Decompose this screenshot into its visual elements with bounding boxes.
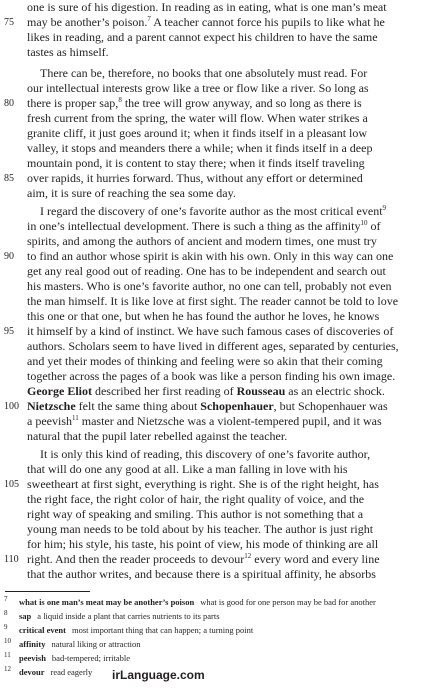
text-line: [0, 96, 441, 111]
text-line: [0, 0, 441, 15]
line-text: [27, 171, 363, 186]
footnote-body: [19, 596, 376, 608]
text-line: [0, 492, 441, 507]
text-line: [0, 141, 441, 156]
watermark: irLanguage.com: [112, 668, 205, 682]
text-line: [0, 30, 441, 45]
footnote-body: [19, 666, 92, 678]
line-text: [27, 522, 373, 537]
line-number: 75: [4, 17, 14, 28]
line-text: [27, 111, 368, 126]
text-line: [0, 369, 441, 384]
author-name: George Eliot: [27, 384, 92, 398]
footnote-marker: 7: [147, 15, 151, 23]
line-text-segment: together across the pages of a book was like a person finding his own image.: [27, 369, 396, 383]
line-text-segment: over rapids, it hurries forward. Thus, without any effort or determined: [27, 171, 363, 185]
line-text: [27, 264, 386, 279]
line-text: [27, 567, 376, 582]
line-text: [27, 324, 393, 339]
line-text-segment: to find an author whose spirit is akin with his own. Only in this way can one: [27, 249, 394, 263]
footnote-marker: 10: [360, 219, 368, 227]
line-number: 105: [4, 479, 19, 490]
line-text-segment: , but Schopenhauer was: [273, 399, 388, 413]
line-text-segment: natural that the pupil later rebelled against the teacher.: [27, 429, 288, 443]
line-text: [27, 0, 387, 15]
line-text: [27, 279, 392, 294]
text-line: [0, 447, 441, 462]
footnote-body: [19, 652, 130, 664]
line-text-segment: master and Nietzsche was a violent-tempered pupil, and it was: [78, 414, 382, 428]
line-text: [27, 156, 365, 171]
line-text: [27, 249, 393, 264]
line-text-segment: this one or that one, but when he has found the author he loves, he knows: [27, 309, 380, 323]
text-line: [0, 324, 441, 339]
line-text: [27, 429, 287, 444]
text-line: [0, 234, 441, 249]
line-text: [27, 30, 378, 45]
line-text-segment: the man himself. It is like love at first sight. The reader cannot be told to love: [27, 294, 399, 308]
line-text-segment: get any real good out of reading. One has to be independent and search out: [27, 264, 386, 278]
line-number: 90: [4, 251, 14, 262]
footnote-body: [19, 624, 253, 636]
footnote-number: 11: [4, 651, 11, 659]
footnote-number: 12: [4, 665, 11, 673]
line-text-segment: fresh current from the spring, the water will flow. When water strikes a: [27, 111, 368, 125]
line-text: [27, 492, 364, 507]
line-text-segment: right way of speaking and smiling. This author is not something that a: [27, 507, 364, 521]
line-text-segment: may be another’s poison.: [27, 15, 148, 29]
footnote-term: sap: [19, 611, 32, 621]
line-text-segment: young man needs to be told about by his teacher. The author is just right: [27, 522, 374, 536]
line-number: 110: [4, 554, 19, 565]
line-text-segment: the tree will grow anyway, and so long as there is: [121, 96, 362, 110]
line-text-segment: every word and every line: [251, 552, 380, 566]
line-text-segment: mountain pond, it is content to stay there; when it finds itself traveling: [27, 156, 365, 170]
footnote: [0, 624, 441, 636]
text-line: [0, 339, 441, 354]
text-line: [0, 552, 441, 567]
text-line: [0, 249, 441, 264]
line-text-segment: authors. Scholars seem to have lived in different ages, separated by centuries,: [27, 339, 399, 353]
footnote-term: affinity: [19, 639, 46, 649]
text-line: [0, 81, 441, 96]
text-line: [0, 264, 441, 279]
line-text: [27, 294, 398, 309]
line-text-segment: one is sure of his digestion. In reading as in eating, what is one man’s meat: [27, 0, 387, 14]
line-text-segment: for him; his style, his taste, his point of view, his mode of thinking are all: [27, 537, 379, 551]
line-text-segment: felt the same thing about: [75, 399, 201, 413]
text-line: [0, 186, 441, 201]
text-line: [0, 567, 441, 582]
text-line: [0, 15, 441, 30]
line-text-segment: it himself by a kind of instinct. We have such famous cases of discoveries of: [27, 324, 394, 338]
line-text-segment: I regard the discovery of one’s favorite author as the most critical event: [40, 204, 383, 218]
line-text: [27, 141, 372, 156]
text-line: [0, 126, 441, 141]
line-text: [27, 15, 385, 30]
line-text-segment: described her first reading of: [91, 384, 237, 398]
line-text: [27, 45, 109, 60]
line-text-segment: likes in reading, and a parent cannot expect his children to have the same: [27, 30, 378, 44]
author-name: Schopenhauer: [200, 399, 274, 413]
line-text-segment: aim, it is sure of reaching the sea some day.: [27, 186, 236, 200]
line-text-segment: valley, it stops and meanders there a while; when it finds itself in a deep: [27, 141, 373, 155]
line-text-segment: spirits, and among the authors of ancient and modern times, one must try: [27, 234, 377, 248]
line-text: [27, 399, 388, 414]
line-text: [27, 507, 363, 522]
text-line: [0, 66, 441, 81]
line-text: [27, 234, 377, 249]
footnote-marker: 11: [71, 414, 79, 422]
line-text: [27, 369, 395, 384]
text-line: [0, 309, 441, 324]
line-text-segment: and yet their modes of thinking and feeling were so akin that their coming: [27, 354, 383, 368]
line-text-segment: of: [367, 219, 381, 233]
footnote-marker: 9: [382, 204, 387, 212]
line-text-segment: his masters. Who is one’s favorite author, no one can tell, probably not even: [27, 279, 392, 293]
text-line: [0, 354, 441, 369]
footnote: [0, 638, 441, 650]
line-text: [27, 81, 369, 96]
footnote-term: critical event: [19, 625, 66, 635]
line-text: [27, 96, 362, 111]
line-text: [40, 447, 370, 462]
text-line: [0, 399, 441, 414]
footnote-rule: [5, 591, 90, 592]
text-line: [0, 414, 441, 429]
author-name: Rousseau: [236, 384, 286, 398]
line-text-segment: that will do one any good at all. Like a man falling in love with his: [27, 462, 348, 476]
line-text: [27, 552, 380, 567]
line-text-segment: our intellectual interests grow like a tree or flow like a river. So long as: [27, 81, 369, 95]
footnote-definition: read eagerly: [50, 667, 93, 677]
line-text-segment: right. And then the reader proceeds to devour: [27, 552, 245, 566]
footnote: [0, 610, 441, 622]
footnote-body: [19, 638, 140, 650]
line-text-segment: A teacher cannot force his pupils to like what he: [150, 15, 385, 29]
line-text-segment: granite cliff, it just goes around it; when it finds itself in a pleasant low: [27, 126, 368, 140]
footnote-definition: most important thing that can happen; a turning point: [71, 625, 254, 635]
line-number: 95: [4, 326, 14, 337]
line-text: [27, 339, 399, 354]
text-line: [0, 45, 441, 60]
line-text: [27, 537, 378, 552]
text-line: [0, 294, 441, 309]
text-line: [0, 384, 441, 399]
text-line: [0, 156, 441, 171]
footnote: [0, 666, 441, 678]
line-text-segment: There can be, therefore, no books that one absolutely must read. For: [40, 66, 368, 80]
footnote-definition: what is good for one person may be bad for another: [200, 597, 376, 607]
footnote-marker: 8: [118, 96, 122, 104]
line-text: [27, 126, 367, 141]
line-number: 80: [4, 98, 14, 109]
footnote-definition: natural liking or attraction: [51, 639, 141, 649]
line-text: [27, 462, 348, 477]
line-number: 100: [4, 401, 19, 412]
line-text: [40, 66, 367, 81]
text-line: [0, 171, 441, 186]
footnote-definition: a liquid inside a plant that carries nutrients to its parts: [37, 611, 220, 621]
line-text: [27, 186, 236, 201]
line-text: [27, 384, 385, 399]
line-number: 85: [4, 173, 14, 184]
line-text-segment: the right face, the right color of hair, the right quality of voice, and the: [27, 492, 365, 506]
line-text: [27, 414, 382, 429]
text-line: [0, 219, 441, 234]
footnote: [0, 596, 441, 608]
line-text-segment: It is only this kind of reading, this discovery of one’s favorite author,: [40, 447, 371, 461]
text-line: [0, 477, 441, 492]
line-text: [27, 354, 383, 369]
author-name: Nietzsche: [27, 399, 76, 413]
text-line: [0, 279, 441, 294]
line-text: [27, 309, 379, 324]
footnote-marker: 12: [244, 552, 252, 560]
text-line: [0, 507, 441, 522]
text-line: [0, 462, 441, 477]
footnote-definition: bad-tempered; irritable: [51, 653, 131, 663]
text-line: [0, 522, 441, 537]
footnote-number: 10: [4, 637, 11, 645]
footnote-body: [19, 610, 220, 622]
line-text-segment: as an electric shock.: [285, 384, 385, 398]
line-text-segment: a peevish: [27, 414, 72, 428]
footnote-term: what is one man’s meat may be another’s poison: [19, 597, 195, 607]
footnote-term: devour: [19, 667, 45, 677]
footnote-number: 7: [4, 595, 8, 603]
line-text: [27, 477, 379, 492]
footnote: [0, 652, 441, 664]
footnote-number: 8: [4, 609, 8, 617]
line-text: [27, 219, 380, 234]
line-text-segment: tastes as himself.: [27, 45, 109, 59]
footnote-term: peevish: [19, 653, 46, 663]
line-text: [40, 204, 386, 219]
text-line: [0, 204, 441, 219]
text-line: [0, 537, 441, 552]
text-line: [0, 111, 441, 126]
footnote-number: 9: [4, 623, 8, 631]
text-line: [0, 429, 441, 444]
line-text-segment: there is proper sap,: [27, 96, 119, 110]
line-text-segment: that the author writes, and because there is a spiritual affinity, he absorbs: [27, 567, 376, 581]
line-text-segment: in one’s intellectual development. There is such a thing as the affinity: [27, 219, 361, 233]
line-text-segment: sweetheart at first sight, everything is right. She is of the right height, has: [27, 477, 379, 491]
